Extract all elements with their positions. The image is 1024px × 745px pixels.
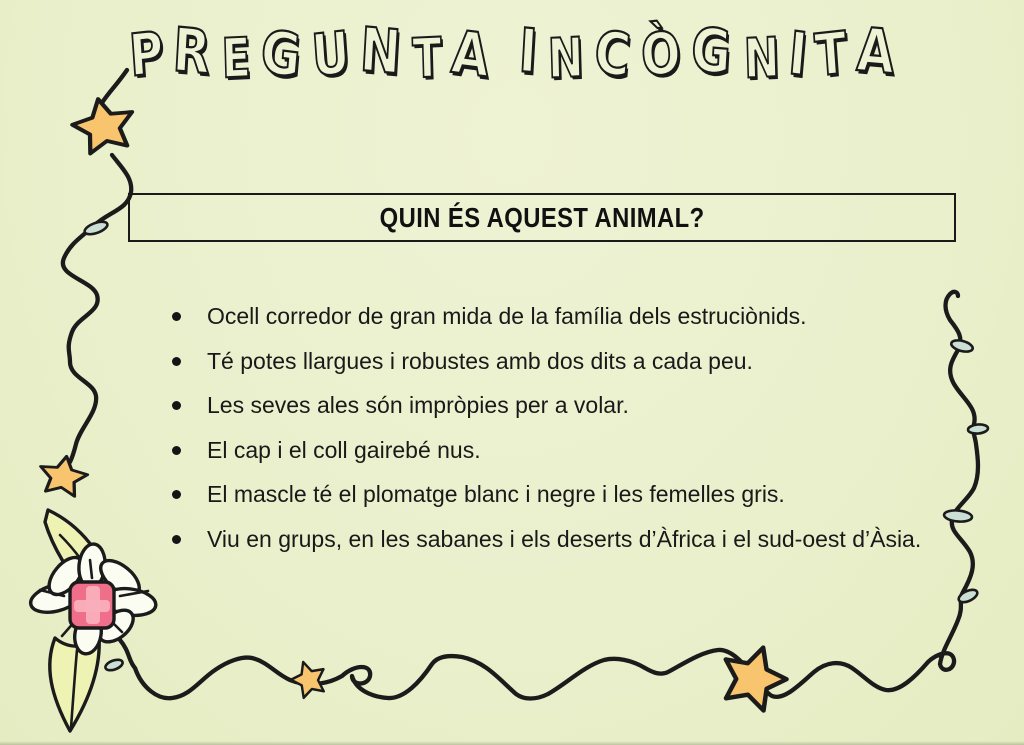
bullet-item bbox=[172, 339, 962, 384]
title-container bbox=[0, 13, 1024, 92]
facts-list bbox=[172, 294, 962, 562]
star-icon bbox=[37, 452, 90, 498]
bullet-text: El mascle té el plomatge blanc i negre i les femelles gris. bbox=[207, 481, 785, 508]
bullet-text: Té potes llargues i robustes amb dos dits a cada peu. bbox=[207, 347, 753, 374]
star-icon bbox=[68, 93, 138, 156]
leaf-icon bbox=[83, 219, 109, 237]
bullet-text: El cap i el coll gairebé nus. bbox=[207, 436, 481, 463]
bullet-dot bbox=[172, 490, 181, 499]
page-bottom-edge bbox=[0, 741, 1024, 745]
bullet-item bbox=[172, 294, 962, 339]
leaf-icon bbox=[104, 658, 124, 673]
bullet-dot bbox=[172, 312, 181, 321]
bullet-item bbox=[172, 472, 962, 517]
flower-icon bbox=[28, 543, 158, 656]
bullet-dot bbox=[172, 446, 181, 455]
bullet-text: Ocell corredor de gran mida de la família dels estruciònids. bbox=[207, 303, 807, 329]
bullet-text: Viu en grups, en les sabanes i els deserts d’Àfrica i el sud-oest d’Àsia. bbox=[207, 525, 922, 552]
question-box-label: QUIN ÉS AQUEST ANIMAL? bbox=[379, 201, 705, 233]
bullet-item bbox=[172, 383, 962, 428]
star-icon bbox=[287, 657, 330, 700]
page-title: PR EGUN TA I N CÒG NITA bbox=[126, 13, 898, 92]
leaf-icon bbox=[968, 424, 989, 435]
leaf-icon bbox=[957, 587, 979, 605]
bullet-text: Les seves ales són impròpies per a volar. bbox=[207, 392, 629, 419]
bullet-dot bbox=[172, 535, 181, 544]
flower-center-highlight bbox=[74, 600, 110, 612]
question-box bbox=[128, 193, 956, 242]
bullet-dot bbox=[172, 401, 181, 410]
bullet-item bbox=[172, 517, 962, 562]
bullet-item bbox=[172, 428, 962, 473]
bullet-dot bbox=[172, 357, 181, 366]
